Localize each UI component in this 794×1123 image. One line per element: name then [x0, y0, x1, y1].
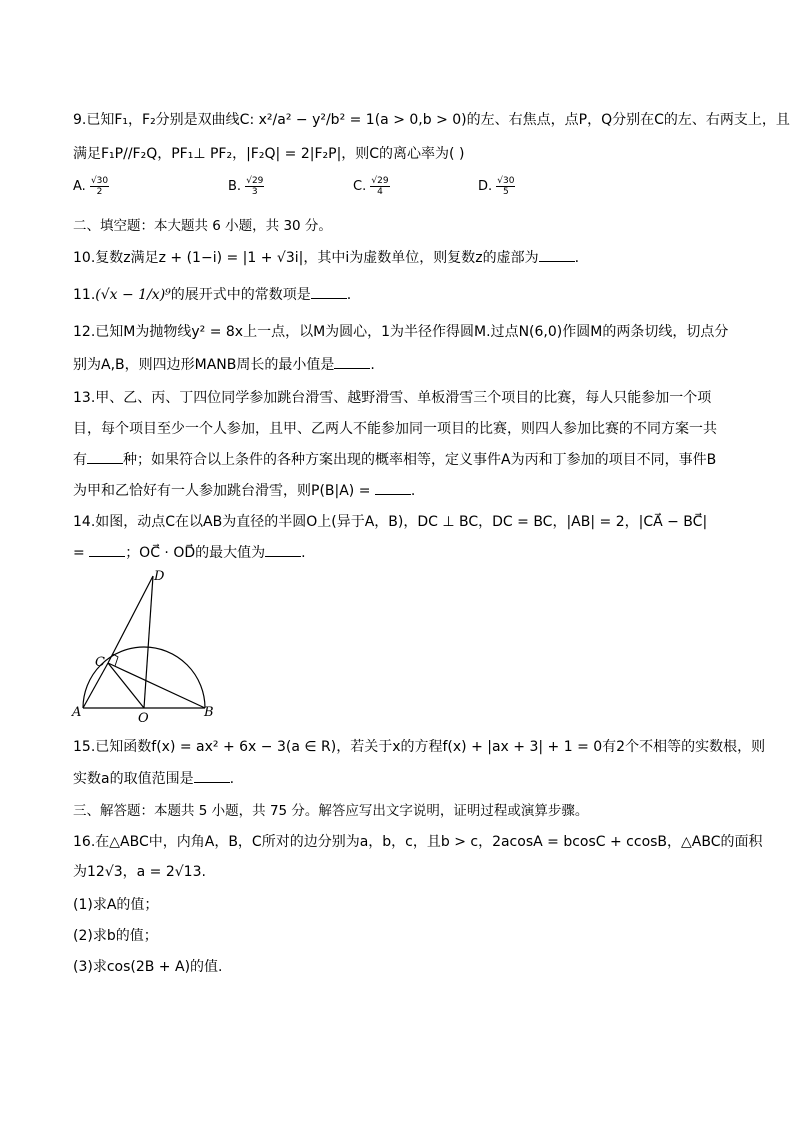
q14-line-1: 14.如图，动点C在以AB为直径的半圆O上(异于A，B)，DC ⊥ BC，DC = BC，|AB| = 2，|CA⃗ − BC⃗| [73, 514, 708, 530]
segment-co [108, 663, 144, 708]
section-3-heading: 三、解答题：本题共 5 小题，共 75 分。解答应写出文字说明，证明过程或演算步骤。 [73, 803, 589, 819]
q15-answer-blank[interactable] [194, 770, 230, 783]
section-2-heading: 二、填空题：本大题共 6 小题，共 30 分。 [73, 218, 332, 234]
semicircle-figure [70, 568, 230, 728]
q9-option-c-fraction: $\frac{√29}{4}$ [371, 176, 389, 197]
q15-line-1: 15.已知函数f(x) = ax² + 6x − 3(a ∈ R)，若关于x的方程f(x) + |ax + 3| + 1 = 0有2个不相等的实数根，则 [73, 739, 766, 755]
q11-line: 11.(√x − 1/x)⁹的展开式中的常数项是 . [73, 287, 352, 303]
q14-line-2: = ；OC⃗ · OD⃗的最大值为 . [73, 545, 306, 561]
label-o: O [138, 711, 149, 726]
q10-answer-blank[interactable] [539, 249, 575, 262]
q13-line-3: 有 种；如果符合以上条件的各种方案出现的概率相等，定义事件A为丙和丁参加的项目不同，事件B [73, 452, 717, 468]
q13-line-4: 为甲和乙恰好有一人参加跳台滑雪，则P(B|A) = . [73, 483, 416, 499]
q10-line: 10.复数z满足z + (1−i) = |1 + √3i|，其中i为虚数单位，则复数z的虚部为 . [73, 250, 580, 266]
segment-cd [108, 576, 153, 663]
q13-answer-blank-1[interactable] [87, 451, 123, 464]
q14-answer-blank-2[interactable] [265, 544, 301, 557]
q11-answer-blank[interactable] [311, 286, 347, 299]
q13-line-1: 13.甲、乙、丙、丁四位同学参加跳台滑雪、越野滑雪、单板滑雪三个项目的比赛，每人只能参加一个项 [73, 390, 712, 406]
q15-line-2: 实数a的取值范围是 . [73, 771, 235, 787]
q16-line-2: 为12√3，a = 2√13. [73, 864, 206, 880]
q16-part-2: (2)求b的值； [73, 928, 158, 944]
q9-options [73, 176, 713, 204]
q9-option-a-fraction: $\frac{√30}{2}$ [90, 176, 109, 197]
q16-part-1: (1)求A的值； [73, 897, 159, 913]
label-b: B [204, 705, 214, 720]
right-angle-marker [113, 654, 118, 666]
segment-cb [108, 663, 205, 708]
label-a: A [72, 705, 82, 720]
q14-answer-blank-1[interactable] [89, 544, 125, 557]
q12-answer-blank[interactable] [334, 356, 370, 369]
q9-option-c[interactable]: C. $\frac{√29}{4}$ [353, 176, 389, 197]
label-c: C [95, 655, 105, 670]
label-d: D [154, 569, 165, 584]
q16-line-1: 16.在△ABC中，内角A，B，C所对的边分别为a，b，c，且b > c，2acosA = bcosC + ccosB，△ABC的面积 [73, 834, 763, 850]
q9-option-d[interactable]: D. $\frac{√30}{5}$ [478, 176, 515, 197]
q9-option-b-fraction: $\frac{√29}{3}$ [246, 176, 264, 197]
q9-option-a[interactable]: A. $\frac{√30}{2}$ [73, 176, 109, 197]
q12-line-2: 别为A,B，则四边形MANB周长的最小值是 . [73, 357, 375, 373]
q16-part-3: (3)求cos(2B + A)的值. [73, 959, 223, 975]
q9-option-d-fraction: $\frac{√30}{5}$ [497, 176, 515, 197]
q12-line-1: 12.已知M为抛物线y² = 8x上一点，以M为圆心，1为半径作得圆M.过点N(6,0)作圆M的两条切线，切点分 [73, 324, 729, 340]
q13-line-2: 目，每个项目至少一个人参加，且甲、乙两人不能参加同一项目的比赛，则四人参加比赛的不同方案一共 [73, 421, 717, 437]
q11-expression: (√x − 1/x)⁹ [95, 287, 171, 303]
segment-od [144, 576, 153, 708]
q9-line-2: 满足F₁P//F₂Q，PF₁⊥ PF₂，|F₂Q| = 2|F₂P|，则C的离心率为( ) [73, 146, 465, 162]
q13-answer-blank-2[interactable] [375, 482, 411, 495]
q9-line-1: 9.已知F₁，F₂分别是双曲线C: x²/a² − y²/b² = 1(a > 0,b > 0)的左、右焦点，点P，Q分别在C的左、右两支上，且 [73, 112, 790, 128]
q9-option-b[interactable]: B. $\frac{√29}{3}$ [228, 176, 264, 197]
